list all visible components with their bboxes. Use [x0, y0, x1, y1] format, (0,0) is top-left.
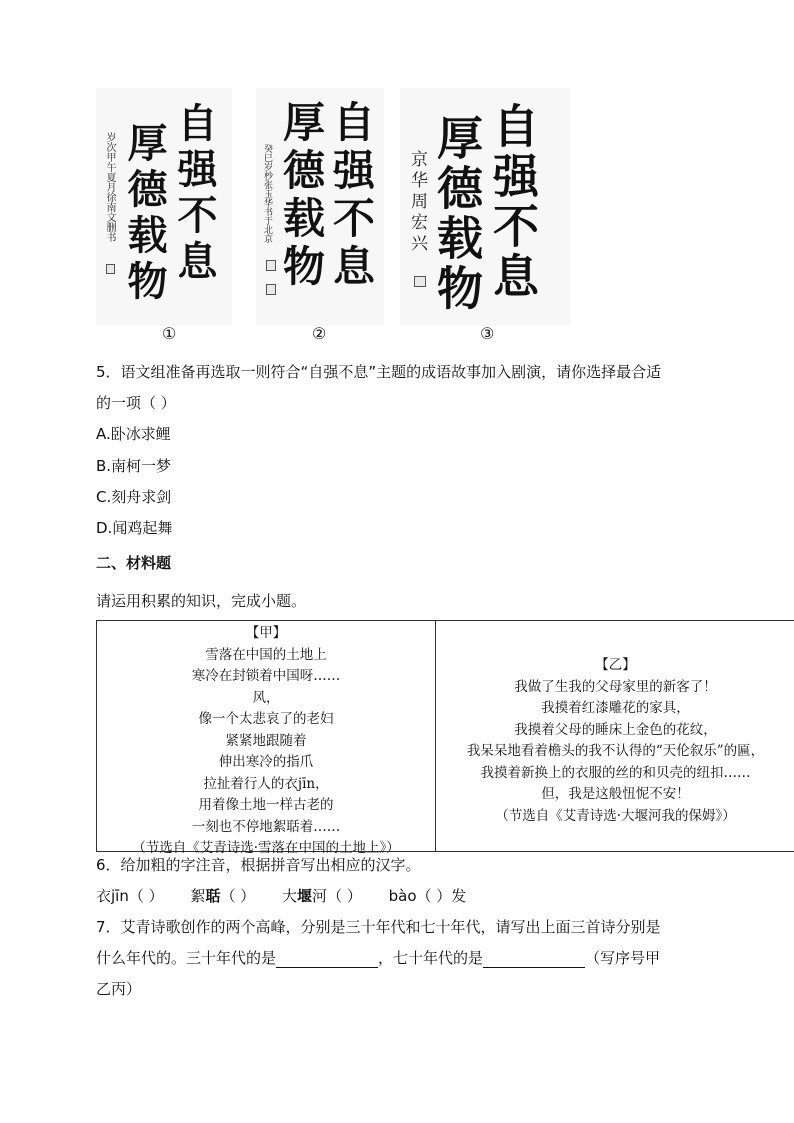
seal-stamp: [266, 260, 276, 271]
question-7-text: 7．艾青诗歌创作的两个高峰，分别是三十年代和七十年代，请写出上面三首诗分别是: [96, 918, 661, 936]
answer-blank-30s[interactable]: [276, 951, 378, 968]
poem-line: 紧紧地跟随着: [225, 732, 307, 749]
poem-line: 伸出寒冷的指爪: [218, 754, 314, 770]
poem-jia: [97, 623, 435, 860]
option-b: B.南柯一梦: [96, 457, 172, 475]
question-7-text-end: 乙丙）: [96, 980, 142, 998]
calligraphy-inscription: 岁次甲午夏月徐南文删书: [104, 132, 115, 242]
poem-line: 我摸着红漆雕花的家具，: [541, 700, 690, 716]
calligraphy-number-2: ②: [312, 324, 327, 343]
calligraphy-panel-3: [400, 88, 570, 326]
section-intro: 请运用积累的知识，完成小题。: [96, 592, 307, 610]
calligraphy-text-right: 自强不息: [486, 102, 540, 302]
answer-blank[interactable]: （ ）: [220, 887, 256, 905]
poem-line: 一刻也不停地絮聒着……: [191, 818, 341, 835]
answer-blank-70s[interactable]: [483, 951, 585, 968]
answer-blank[interactable]: （ ）: [327, 887, 362, 905]
poem-line: 像一个太悲哀了的老妇: [198, 711, 334, 727]
option-d: D.闻鸡起舞: [96, 519, 173, 537]
poem-line: 寒冷在封锁着中国呀……: [191, 668, 341, 684]
poem-title: 【甲】: [245, 625, 287, 641]
calligraphy-text-left: 厚德载物: [121, 122, 168, 306]
calligraphy-inscription: 京华周宏兴: [407, 150, 427, 255]
option-c: C.刻舟求剑: [96, 488, 172, 506]
poem-title: 【乙】: [595, 657, 636, 673]
poem-line: 我摸着父母的睡床上金色的花纹，: [514, 721, 717, 738]
answer-blank[interactable]: （ ）: [128, 887, 164, 905]
poem-line: 但，我是这般忸怩不安！: [541, 786, 690, 802]
item-a: 衣jīn（ ）: [96, 887, 164, 905]
calligraphy-number-1: ①: [162, 324, 177, 343]
question-5-text-cont: 的一项（ ）: [96, 394, 176, 412]
seal-stamp: [266, 284, 276, 295]
calligraphy-panel-1: [96, 88, 232, 326]
question-6-items: [96, 886, 466, 906]
item-c: 大堰河（ ）: [282, 887, 362, 905]
item-b: 絮聒（ ）: [190, 887, 256, 905]
poem-line: 雪落在中国的土地上: [205, 646, 327, 663]
calligraphy-text-right: 自强不息: [171, 102, 218, 286]
poem-yi: [436, 655, 794, 827]
seal-stamp: [106, 264, 115, 274]
question-5-text: 5．语文组准备再选取一则符合“自强不息”主题的成语故事加入剧演，请你选择最合适: [96, 363, 662, 381]
poem-line: 我做了生我的父母家里的新客了！: [514, 678, 717, 695]
question-6-text: 6．给加粗的字注音，根据拼音写出相应的汉字。: [96, 856, 421, 874]
option-a: A.卧冰求鲤: [96, 425, 171, 443]
calligraphy-inscription: 癸巳岁杪张玉华书于北京: [262, 144, 272, 243]
answer-blank[interactable]: （ ）: [416, 887, 452, 905]
section-heading: 二、材料题: [96, 554, 172, 572]
poem-line: 用着像土地一样古老的: [198, 797, 334, 813]
calligraphy-text-right: 自强不息: [327, 100, 376, 292]
poem-table: [96, 620, 794, 856]
poem-line: 拉扯着行人的衣jīn，: [203, 775, 329, 792]
poem-line: 风，: [252, 689, 280, 706]
poem-source: （节选自《艾青诗选·雪落在中国的土地上》）: [132, 840, 400, 856]
poem-line: 我摸着新换上的衣服的丝的和贝壳的纽扣……: [480, 764, 751, 781]
poem-line: 我呆呆地看着檐头的我不认得的“天伦叙乐”的匾，: [466, 743, 765, 759]
question-7-text-cont: 什么年代的。三十年代的是 ，七十年代的是 （写序号甲: [96, 949, 661, 967]
calligraphy-number-3: ③: [480, 324, 495, 343]
seal-stamp: [414, 276, 426, 287]
calligraphy-text-left: 厚德载物: [430, 114, 484, 314]
poem-source: （节选自《艾青诗选·大堰河我的保姆》）: [495, 807, 736, 824]
calligraphy-text-left: 厚德载物: [277, 100, 326, 292]
item-d: bào（ ）发: [388, 887, 467, 905]
calligraphy-panel-2: [256, 88, 384, 326]
